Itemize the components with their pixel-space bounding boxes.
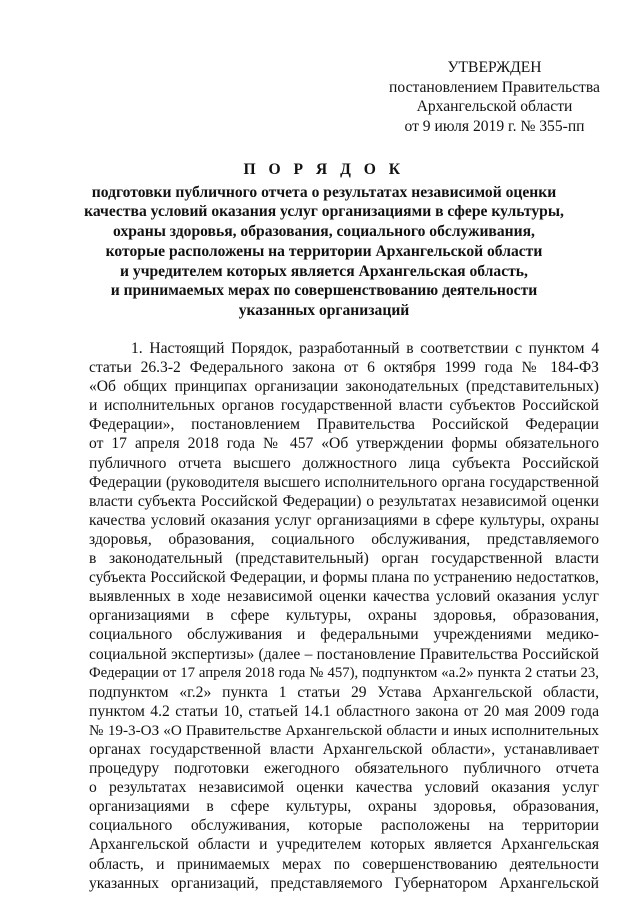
paragraph-line: социальной экспертизы» (далее – постановление Правительства Российской (89, 645, 599, 663)
paragraph-line: власти субъекта Российской Федерации) о результатах независимой оценки (89, 492, 599, 510)
paragraph-line: указанных организаций, представляемого Губернатором Архангельской (89, 874, 599, 892)
paragraph-line: Федерации от 17 апреля 2018 года № 457), подпунктом «а.2» пункта 2 статьи 23, (89, 664, 599, 681)
paragraph-line: организациями в сфере культуры, охраны здоровья, образования, (89, 798, 599, 816)
paragraph-line: организациями в сфере культуры, охраны здоровья, образования, (89, 607, 599, 625)
title-subtitle (60, 183, 588, 321)
paragraph-line: № 19-3-ОЗ «О Правительстве Архангельской области и иных исполнительных (89, 721, 599, 739)
approval-line: УТВЕРЖДЕН (447, 59, 542, 76)
title-heading: П О Р Я Д О К (243, 161, 405, 178)
paragraph-line: подпунктом «г.2» пункта 1 статьи 29 Устава Архангельской области, (89, 683, 599, 701)
paragraph-line: органах государственной власти Архангельской области», устанавливает (89, 740, 599, 758)
paragraph-line: 1. Настоящий Порядок, разработанный в соответствии с пунктом 4 (131, 340, 599, 357)
paragraph-line: Федерации (руководителя высшего исполнительного органа государственной (89, 473, 599, 491)
title-line: которые расположены на территории Архангельской области (105, 242, 543, 260)
paragraph-line: от 17 апреля 2018 года № 457 «Об утверждении формы обязательного (89, 435, 599, 453)
paragraph-line: Федерации», постановлением Правительства Российской Федерации (89, 416, 599, 434)
paragraph-line: в законодательный (представительный) орган государственной власти (89, 550, 599, 568)
title-line: указанных организаций (238, 301, 410, 319)
approval-line: Архангельской области (416, 98, 573, 116)
approval-line: от 9 июля 2019 г. № 355-пп (404, 117, 585, 135)
title-line: качества условий оказания услуг организациями в сфере культуры, (84, 203, 564, 221)
paragraph-line: публичного отчета высшего должностного лица субъекта Российской (89, 454, 599, 472)
paragraph-line: качества условий оказания услуг организациями в сфере культуры, охраны (89, 511, 599, 529)
title-line: и принимаемых мерах по совершенствованию деятельности (110, 282, 538, 300)
paragraph-line: Архангельской области и учредителем которых является Архангельская (89, 836, 599, 854)
title-line: охраны здоровья, образования, социального обслуживания, (113, 223, 535, 241)
approval-line: постановлением Правительства (389, 78, 600, 96)
paragraph-line: социального обслуживания и федеральными учреждениями медико- (89, 626, 599, 644)
title-line: и учредителем которых является Архангельская область, (120, 262, 528, 280)
paragraph-line: субъекта Российской Федерации, и формы плана по устранению недостатков, (89, 569, 599, 587)
document-title (60, 160, 588, 321)
paragraph-line: о результатах независимой оценки качества условий оказания услуг (89, 779, 599, 797)
title-line: подготовки публичного отчета о результатах независимой оценки (91, 183, 557, 201)
paragraph-line: процедуру подготовки ежегодного обязательного публичного отчета (89, 760, 599, 778)
paragraph-line: «Об общих принципах организации законодательных (представительных) (89, 378, 599, 396)
paragraph-line: область, и принимаемых мерах по совершенствованию деятельности (89, 855, 599, 873)
paragraph-line: статьи 26.3-2 Федерального закона от 6 октября 1999 года № 184-ФЗ (89, 359, 599, 377)
paragraph-line: и исполнительных органов государственной власти субъектов Российской (89, 397, 599, 415)
paragraph-line: выявленных в ходе независимой оценки качества условий оказания услуг (89, 588, 599, 606)
approval-stamp (372, 58, 617, 136)
paragraph-line: пунктом 4.2 статьи 10, статьей 14.1 областного закона от 20 мая 2009 года (89, 702, 599, 720)
paragraph-1 (89, 339, 599, 893)
paragraph-line: здоровья, образования, социального обслуживания, представляемого (89, 530, 599, 548)
paragraph-line: социального обслуживания, которые расположены на территории (89, 817, 599, 835)
